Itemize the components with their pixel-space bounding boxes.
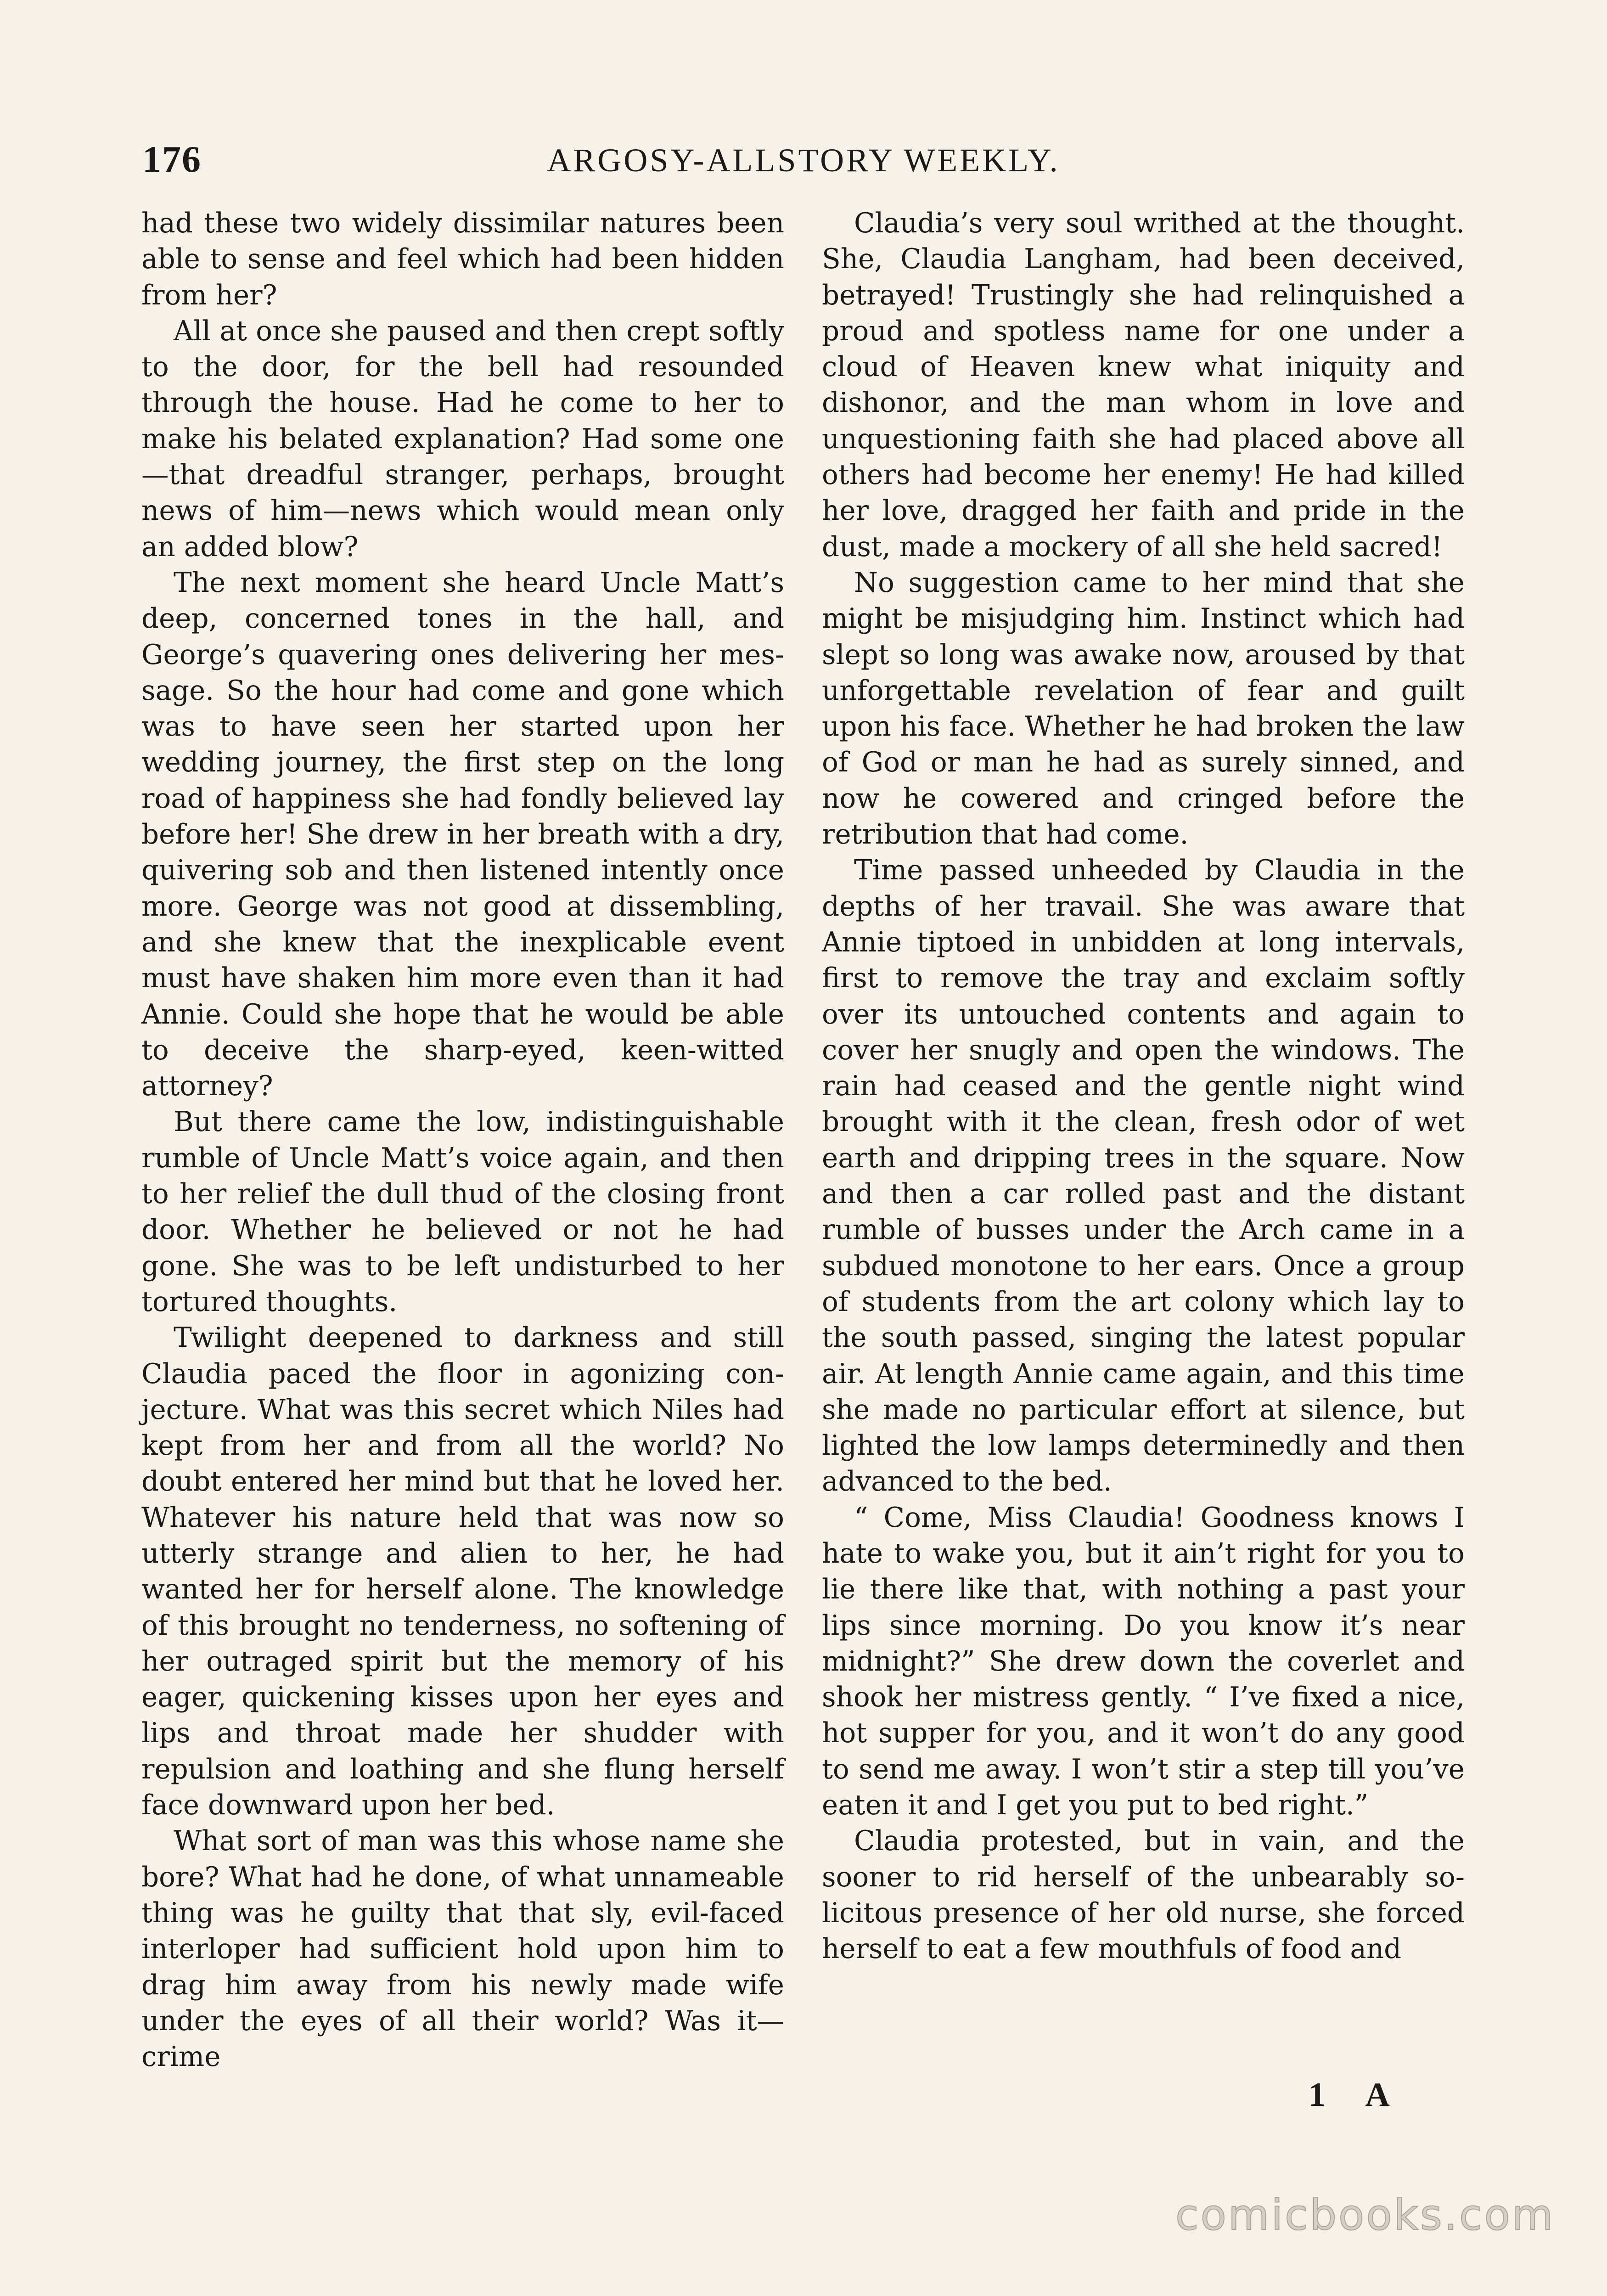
watermark: comicbooks.com (1175, 2190, 1555, 2240)
running-title: ARGOSY-ALLSTORY WEEKLY. (547, 142, 1060, 179)
paragraph: had these two widely dissimilar natures been able to sense and feel which had been hidden from her? (141, 208, 784, 311)
paragraph: What sort of man was this whose name she bore? What had he done, of what unnameable thing was he guilty that that sly, evil-faced interloper had sufficient hold upon him to drag him away from his newly made wife under the eyes of all their world? Was it—crime (141, 1825, 784, 2073)
paragraph: The next moment she heard Uncle Matt’s deep, concerned tones in the hall, and George’s quavering ones delivering her message. So the hour had come and gone which was to have seen her started upon her wedding journey, the first step on the long road of happiness she had fondly believed lay before her! She drew in her breath with a dry, quivering sob and then listened intently once more. George was not good at dissembling, and she knew that the inexplicable event must have shaken him more even than it had Annie. Could she hope that he would be able to deceive the sharp-eyed, keen-witted attorney? (141, 567, 784, 1103)
left-column (141, 206, 784, 2075)
page-header (142, 138, 1465, 188)
paragraph: But there came the low, indistinguishable rumble of Uncle Matt’s voice again, and then to her relief the dull thud of the closing front door. Whether he believed or not he had gone. She was to be left undisturbed to her tortured thoughts. (141, 1106, 784, 1318)
paragraph: All at once she paused and then crept softly to the door, for the bell had resounded through the house. Had he come to her to make his belated explanation? Had some one—that dreadful stranger, perhaps, brought news of him—news which would mean only an added blow? (141, 315, 784, 563)
right-column (822, 206, 1465, 1968)
paragraph: Time passed unheeded by Claudia in the depths of her travail. She was aware that Annie tiptoed in unbidden at long intervals, first to remove the tray and exclaim softly over its untouched contents and again to cover her snugly and open the windows. The rain had ceased and the gentle night wind brought with it the clean, fresh odor of wet earth and dripping trees in the square. Now and then a car rolled past and the distant rumble of busses under the Arch came in a subdued monotone to her ears. Once a group of students from the art colony which lay to the south passed, singing the latest popular air. At length Annie came again, and this time she made no particular effort at silence, but lighted the low lamps determinedly and then advanced to the bed. (822, 855, 1465, 1498)
paragraph: “ Come, Miss Claudia! Goodness knows I hate to wake you, but it ain’t right for you to lie there like that, with nothing a past your lips since morning. Do you know it’s near midnight?” She drew down the coverlet and shook her mistress gently. “ I’ve fixed a nice, hot supper for you, and it won’t do any good to send me away. I won’t stir a step till you’ve eaten it and I get you put to bed right.” (822, 1502, 1465, 1822)
paragraph: Claudia protested, but in vain, and the sooner to rid herself of the unbearably solicitous presence of her old nurse, she forced herself to eat a few mouthfuls of food and (822, 1825, 1465, 1965)
paragraph: Twilight deepened to darkness and still Claudia paced the floor in agonizing conjecture. What was this secret which Niles had kept from her and from all the world? No doubt entered her mind but that he loved her. Whatever his nature held that was now so utterly strange and alien to her, he had wanted her for herself alone. The knowledge of this brought no tenderness, no softening of her outraged spirit but the memory of his eager, quickening kisses upon her eyes and lips and throat made her shudder with repulsion and loathing and she flung herself face downward upon her bed. (141, 1322, 784, 1822)
page-number: 176 (142, 138, 202, 180)
paragraph: No suggestion came to her mind that she might be misjudging him. Instinct which had slept so long was awake now, aroused by that unforgettable revelation of fear and guilt upon his face. Whether he had broken the law of God or man he had as surely sinned, and now he cowered and cringed before the retribution that had come. (822, 567, 1465, 851)
signature-mark: 1 A (1309, 2076, 1406, 2114)
paragraph: Claudia’s very soul writhed at the thought. She, Claudia Langham, had been deceived, betrayed! Trustingly she had relinquished a proud and spotless name for one under a cloud of Heaven knew what iniquity and dishonor, and the man whom in love and unquestioning faith she had placed above all others had become her enemy! He had killed her love, dragged her faith and pride in the dust, made a mockery of all she held sacred! (822, 208, 1465, 563)
